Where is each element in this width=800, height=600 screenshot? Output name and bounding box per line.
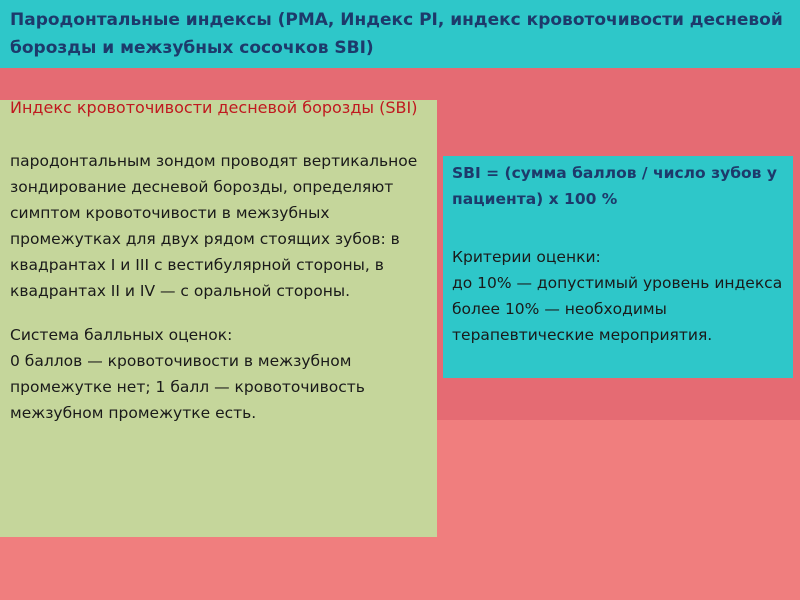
sbi-heading: Индекс кровоточивости десневой борозды (SBI) [10,98,418,117]
criteria-item: до 10% — допустимый уровень индекса [452,274,783,292]
method-paragraph: пародонтальным зондом проводят вертикальное зондирование десневой борозды, определяют симптом кровоточивости в межзубных промежутках для двух рядом стоящих зубов: в квадрантах I и III с вестибулярной стороны, в квадрантах II и IV — с оральной стороны. [10,152,418,300]
title-bar [0,0,800,68]
criteria-heading: Критерии оценки: [452,248,601,266]
scoring-heading: Система балльных оценок: [10,326,233,344]
slide-title: Пародонтальные индексы (РМА, Индекс PI, индекс кровоточивости десневой борозды и межзубных сосочков SBI) [10,10,783,58]
paragraph-gap [10,304,432,322]
sbi-formula: SBI = (сумма баллов / число зубов у пациента) х 100 % [452,164,777,208]
sbi-description-text [10,148,432,426]
scoring-paragraph: 0 баллов — кровоточивости в межзубном промежутке нет; 1 балл — кровоточивость межзубном промежутке есть. [10,352,365,422]
criteria-block [452,244,790,348]
criteria-item: более 10% — необходимы терапевтические мероприятия. [452,300,713,344]
